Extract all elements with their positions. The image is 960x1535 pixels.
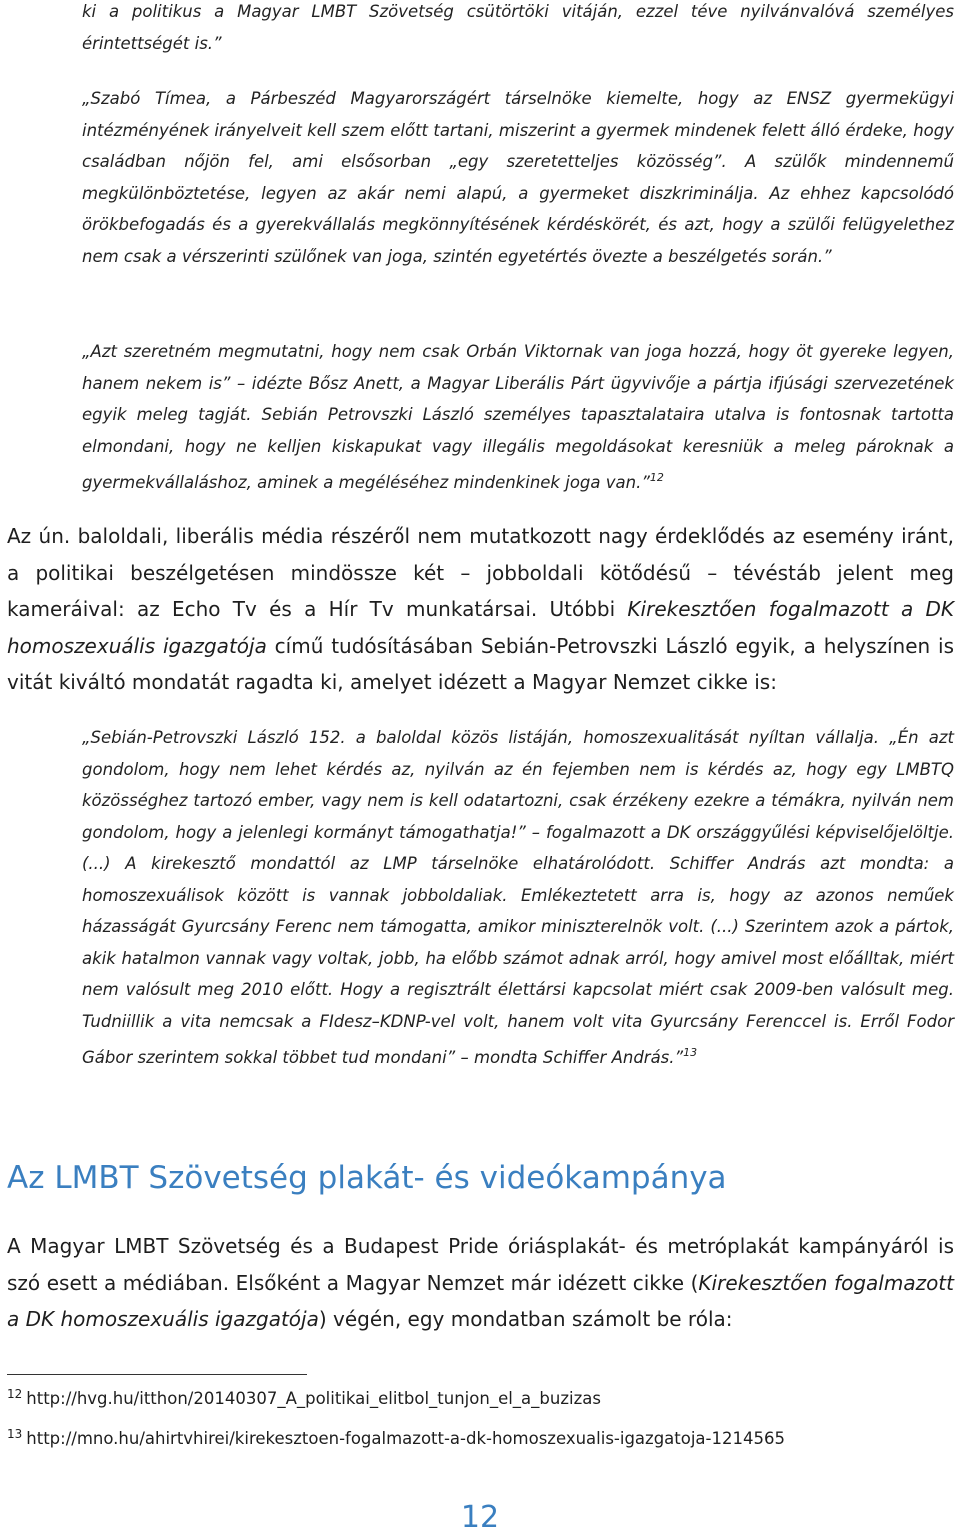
quote-bosz-anett bbox=[82, 336, 954, 499]
quote-bosz-anett-text: „Azt szeretném megmutatni, hogy nem csak Orbán Viktornak van joga hozzá, hogy öt gyereke legyen, hanem nekem is” – idézte Bősz Anett, a Magyar Liberális Párt ügyvivője a pártja ifjúsági szervezetének egyik meleg tagját. Sebián Petrovszki László személyes tapasztalataira utalva is fontosnak tartotta elmondani, hogy ne kelljen kiskapukat vagy illegális megoldásokat keresniük a meleg pároknak a gyermekvállaláshoz, aminek a megéléséhez mindenkinek joga van.” bbox=[82, 342, 954, 492]
quote-sebian-petrovszki bbox=[82, 722, 954, 1074]
paragraph-campaign-part1: A Magyar LMBT Szövetség és a Budapest Pride óriásplakát- és metróplakát kampányáról is szó esett a médiában. Elsőként a Magyar Nemzet már idézett cikke ( bbox=[7, 1234, 954, 1295]
paragraph-campaign-part2: ) végén, egy mondatban számolt be róla: bbox=[318, 1307, 733, 1331]
page-number: 12 bbox=[460, 1500, 500, 1535]
article-title-ref-2: Kirekesztően fogalmazott a DK homoszexuális igazgatója bbox=[7, 1270, 954, 1331]
footnote-12 bbox=[7, 1387, 601, 1408]
section-heading: Az LMBT Szövetség plakát- és videókampánya bbox=[7, 1160, 727, 1196]
paragraph-media-part1: Az ún. baloldali, liberális média részéről nem mutatkozott nagy érdeklődés az esemény iránt, a politikai beszélgetésen mindössze két – jobboldali kötődésű – tévéstáb jelent meg kameráival: az Echo Tv és a Hír Tv munkatársai. Utóbbi bbox=[7, 524, 954, 621]
footnote-ref-12[interactable]: 12 bbox=[649, 471, 664, 484]
paragraph-campaign bbox=[7, 1228, 954, 1338]
quote-sebian-text: „Sebián-Petrovszki László 152. a baloldal közös listáján, homoszexualitását nyíltan vállalja. „Én azt gondolom, hogy nem lehet kérdés az, nyilván az én fejemben nem is kérdés az, hogy egy LMBTQ közösséghez tartozó ember, vagy nem is kell odatartozni, csak érzékeny ezekre a témákra, nyilván nem gondolom, hogy a jelenlegi kormányt támogathatja!” – fogalmazott a DK országgyűlési képviselőjelöltje. (...) A kirekesztő mondattól az LMP társelnöke elhatárolódott. Schiffer András azt mondta: a homoszexuálisok között is vannak jobboldaliak. Emlékeztetett arra is, hogy az azonos neműek házasságát Gyurcsány Ferenc nem támogatta, amikor miniszterelnök volt. (...) Szerintem azok a pártok, akik hatalmon vannak vagy voltak, jobb, ha előbb számot adnak arról, hogy amivel most előálltak, miért nem valósult meg 2010 előtt. Hogy a regisztrált élettársi kapcsolat miért csak 2009-ben valósult meg. Tudniillik a vita nemcsak a FIdesz–KDNP-vel volt, hanem volt vita Gyurcsány Ferenccel is. Erről Fodor Gábor szerintem sokkal többet tud mondani” – mondta Schiffer András.” bbox=[82, 728, 954, 1067]
footnote-number: 13 bbox=[7, 1427, 23, 1441]
footnote-number: 12 bbox=[7, 1387, 23, 1401]
footnote-ref-13[interactable]: 13 bbox=[683, 1046, 698, 1059]
footnote-13 bbox=[7, 1427, 785, 1448]
footnote-divider bbox=[7, 1374, 307, 1375]
quote-szabo-timea: „Szabó Tímea, a Párbeszéd Magyarországért társelnöke kiemelte, hogy az ENSZ gyermekügyi intézményének irányelveit kell szem előtt tartani, miszerint a gyermek mindenek felett álló érdeke, hogy családban nőjön fel, ami elsősorban „egy szeretetteljes közösség”. A szülők mindennemű megkülönböztetése, legyen az akár nemi alapú, a gyermeket diszkriminálja. Az ehhez kapcsolódó örökbefogadás és a gyerekvállalás megkönnyítésének kérdéskörét, és azt, hogy a szülői felügyelethez nem csak a vérszerinti szülőnek van joga, szintén egyetértés övezte a beszélgetés során.” bbox=[82, 89, 954, 266]
paragraph-media-coverage bbox=[7, 518, 954, 701]
article-title-ref: Kirekesztően fogalmazott a DK homoszexuális igazgatója bbox=[7, 597, 954, 658]
paragraph-media-part2: című tudósításában Sebián-Petrovszki László egyik, a helyszínen is vitát kiváltó mondatát ragadta ki, amelyet idézett a Magyar Nemzet cikke is: bbox=[7, 633, 955, 694]
footnote-link[interactable]: http://mno.hu/ahirtvhirei/kirekesztoen-fogalmazott-a-dk-homoszexualis-igazgatoja-1214565 bbox=[26, 1429, 785, 1448]
footnote-link[interactable]: http://hvg.hu/itthon/20140307_A_politikai_elitbol_tunjon_el_a_buzizas bbox=[26, 1389, 601, 1408]
quote-continuation: ki a politikus a Magyar LMBT Szövetség csütörtöki vitáján, ezzel téve nyilvánvalóvá személyes érintettségét is.” bbox=[82, 2, 954, 53]
